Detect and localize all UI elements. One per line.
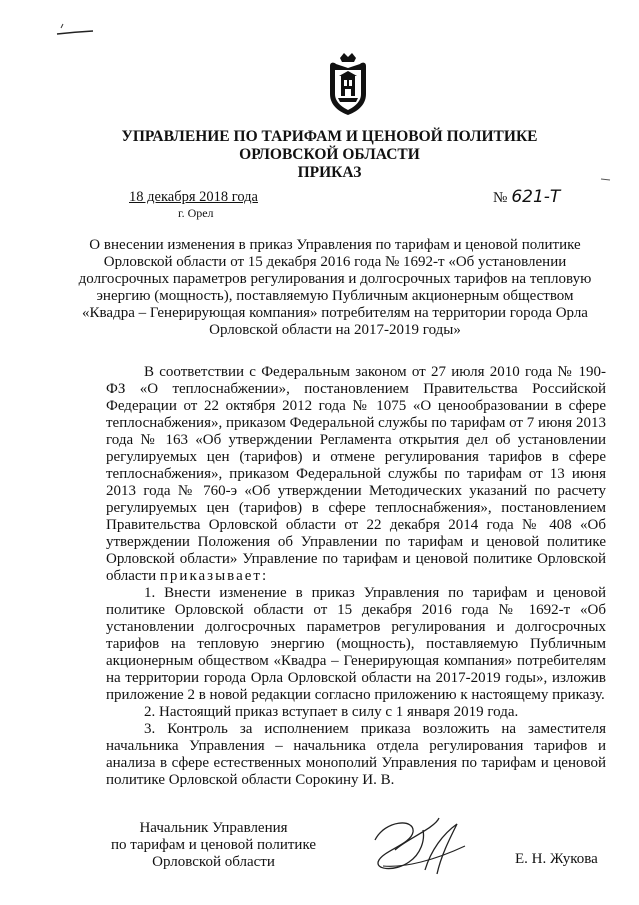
- orders-word: приказывает:: [159, 568, 269, 584]
- position-line-1: Начальник Управления: [139, 820, 288, 836]
- pen-mark: [55, 10, 95, 40]
- item-3: 3. Контроль за исполнением приказа возложить на заместителя начальника Управления – начальника отдела регулирования тарифов и анализа в сфере естественных монополий Управления по тарифам и ценовой политике Орловской области Сорокину И. В.: [106, 721, 606, 788]
- preamble-text: В соответствии с Федеральным законом от 27 июля 2010 года № 190-ФЗ «О теплоснабжении», постановлением Правительства Российской Федерации от 22 октября 2012 года № 1075 «О ценообразовании в сфере теплоснабжения», приказом Федеральной службы по тарифам от 7 июня 2013 года № 163 «Об утверждении Регламента открытия дел об установлении регулируемых цен (тарифов) и отмене регулирования тарифов в сфере теплоснабжения», приказом Федеральной службы по тарифам от 13 июня 2013 года № 760-э «Об утверждении Методических указаний по расчету регулируемых цен (тарифов) в сфере теплоснабжения», постановлением Правительства Орловской области от 22 декабря 2014 года № 408 «Об утверждении Положения об Управлении по тарифам и ценовой политике Орловской области» Управление по тарифам и ценовой политике Орловской области: [106, 364, 606, 584]
- pen-dot: [600, 176, 612, 182]
- order-number-value: 621-Т: [511, 187, 561, 207]
- item-1: 1. Внести изменение в приказ Управления по тарифам и ценовой политике Орловской области от 15 декабря 2016 года № 1692-т «Об установлении долгосрочных параметров регулирования и долгосрочных тарифов на тепловую энергию (мощность), поставляемую Публичным акционерным обществом «Квадра – Генерирующая компания» потребителям на территории города Орла Орловской области на 2017-2019 годы», изложив приложение 2 в новой редакции согласно приложению к настоящему приказу.: [106, 585, 606, 703]
- order-city: г. Орел: [178, 206, 214, 220]
- coat-of-arms-emblem: [326, 52, 370, 116]
- document-type: ПРИКАЗ: [297, 164, 362, 181]
- position-line-2: по тарифам и ценовой политике: [110, 837, 317, 853]
- item-2: 2. Настоящий приказ вступает в силу с 1 января 2019 года.: [144, 704, 519, 720]
- authority-name-line2: ОРЛОВСКОЙ ОБЛАСТИ: [239, 146, 420, 163]
- order-number-prefix: №: [493, 190, 508, 206]
- order-title: О внесении изменения в приказ Управления по тарифам и ценовой политике Орловской области от 15 декабря 2016 года № 1692-т «Об установлении долгосрочных параметров регулирования и долгосрочных тарифов на тепловую энергию (мощность), поставляемую Публичным акционерным обществом «Квадра – Генерирующая компания» потребителям на территории города Орла Орловской области на 2017-2019 годы»: [78, 237, 592, 338]
- authority-name-line1: УПРАВЛЕНИЕ ПО ТАРИФАМ И ЦЕНОВОЙ ПОЛИТИКЕ: [121, 128, 538, 145]
- signatory-name: Е. Н. Жукова: [515, 851, 598, 867]
- position-line-3: Орловской области: [152, 854, 275, 870]
- preamble-paragraph: [106, 364, 606, 585]
- order-number: [493, 187, 560, 207]
- signatory-position: [106, 820, 321, 871]
- order-body: [106, 364, 606, 789]
- order-date: 18 декабря 2018 года: [129, 189, 258, 205]
- handwritten-signature: [365, 810, 475, 885]
